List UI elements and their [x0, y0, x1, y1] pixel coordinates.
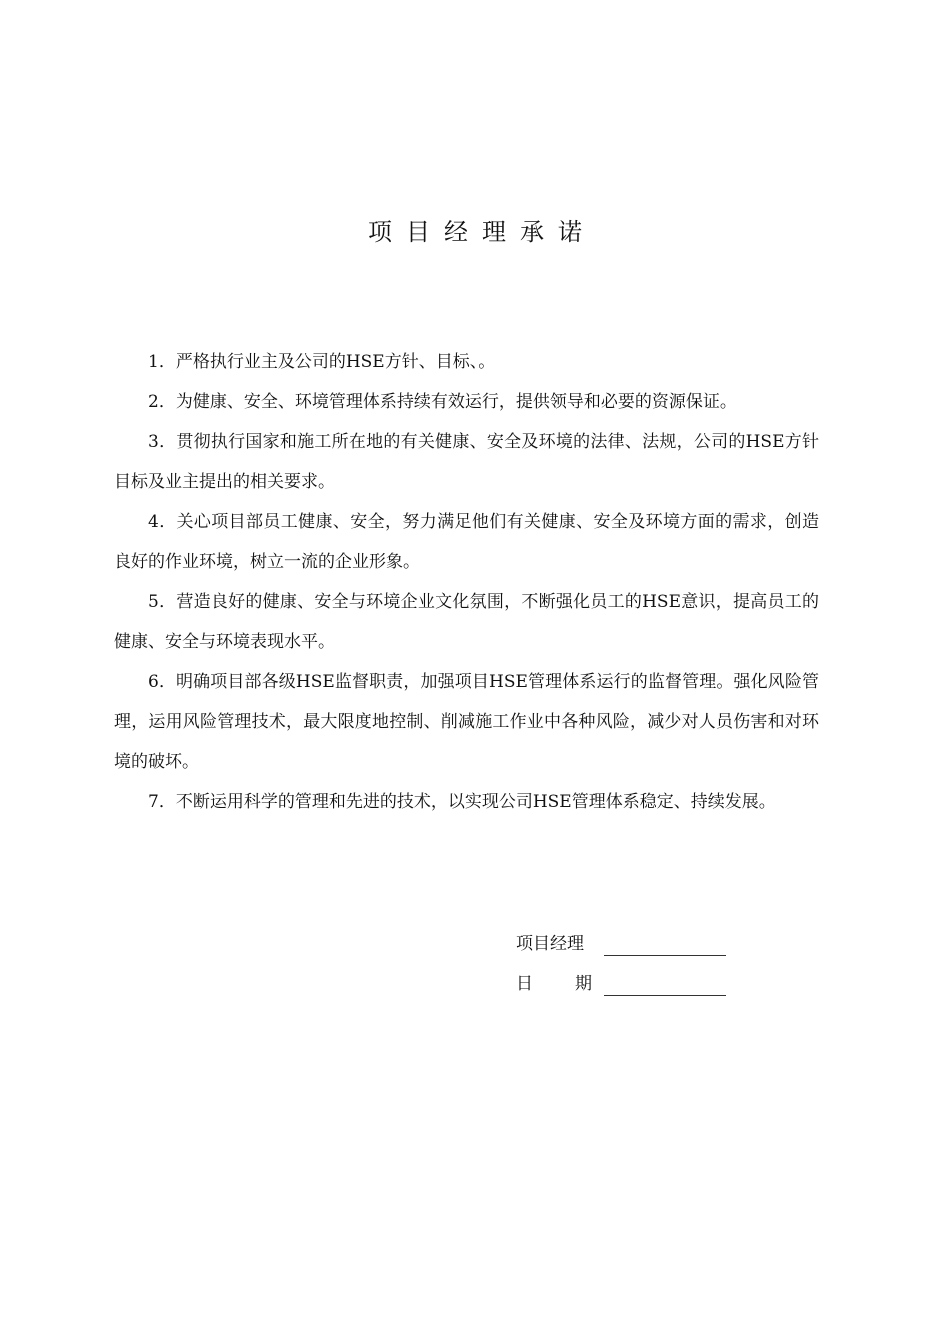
commitment-item-1: 1．严格执行业主及公司的HSE方针、目标、。: [148, 352, 496, 372]
date-label-char-2: 期: [575, 974, 592, 994]
commitment-item-2: 2．为健康、安全、环境管理体系持续有效运行，提供领导和必要的资源保证。: [148, 392, 737, 412]
signature-block: [516, 924, 726, 1004]
date-row: [516, 964, 726, 1004]
commitment-list: [114, 342, 819, 822]
commitment-item-7: 7．不断运用科学的管理和先进的技术，以实现公司HSE管理体系稳定、持续发展。: [148, 792, 776, 812]
commitment-item-5: 5．营造良好的健康、安全与环境企业文化氛围，不断强化员工的HSE意识，提高员工的健康、安全与环境表现水平。: [114, 592, 819, 652]
commitment-item-4: 4．关心项目部员工健康、安全，努力满足他们有关健康、安全及环境方面的需求，创造良好的作业环境，树立一流的企业形象。: [114, 512, 819, 572]
date-label-char-1: 日: [516, 974, 533, 994]
manager-signature-line[interactable]: [604, 933, 726, 956]
manager-label: 项目经理: [516, 934, 584, 954]
date-label: [516, 964, 592, 1004]
manager-signature-row: [516, 924, 726, 964]
document-title: 项目经理承诺: [368, 218, 596, 246]
date-line[interactable]: [604, 973, 726, 996]
commitment-item-6: 6．明确项目部各级HSE监督职责，加强项目HSE管理体系运行的监督管理。强化风险管理，运用风险管理技术，最大限度地控制、削减施工作业中各种风险，减少对人员伤害和对环境的破坏。: [114, 672, 819, 772]
commitment-item-3: 3．贯彻执行国家和施工所在地的有关健康、安全及环境的法律、法规，公司的HSE方针目标及业主提出的相关要求。: [114, 432, 819, 492]
